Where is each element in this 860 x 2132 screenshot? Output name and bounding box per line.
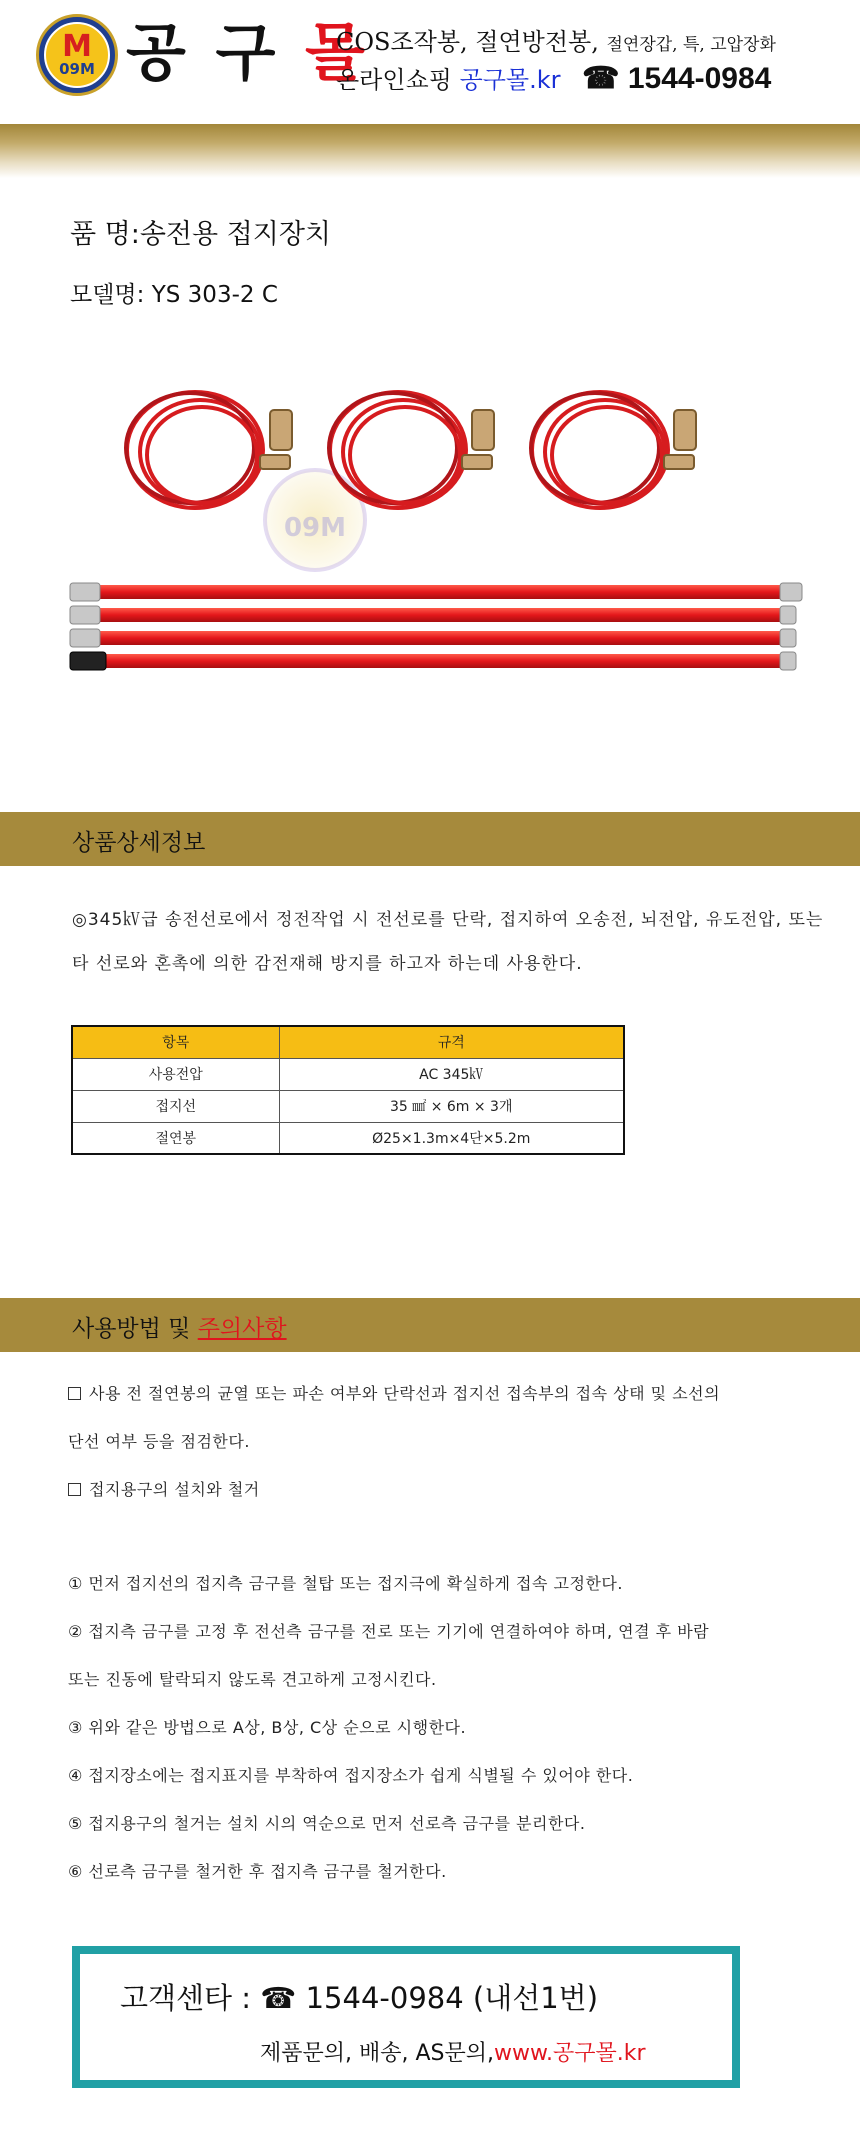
- tagline-main: COS조작봉, 절연방전봉,: [336, 28, 607, 56]
- table-cell: 사용전압: [72, 1058, 279, 1090]
- table-cell: Ø25×1.3m×4단×5.2m: [279, 1122, 624, 1154]
- list-item: ② 접지측 금구를 고정 후 전선측 금구를 전로 또는 기기에 연결하여야 하며, 연결 후 바람: [68, 1622, 710, 1641]
- list-item: [68, 1466, 838, 1514]
- detail-description: ◎345㎸급 송전선로에서 정전작업 시 전선로를 단락, 접지하여 오송전, 뇌전압, 유도전압, 또는 타 선로와 혼촉에 의한 감전재해 방지를 하고자 하는데 사용한다.: [72, 910, 824, 974]
- usage-title-warning: 주의사항: [197, 1316, 287, 1342]
- header-gold-band: [0, 124, 860, 178]
- svg-text:09M: 09M: [283, 513, 347, 543]
- list-item-text: 단선 여부 등을 점검한다.: [68, 1432, 250, 1451]
- contact-line: [336, 60, 771, 96]
- list-item-text: 접지용구의 설치와 철거: [89, 1480, 260, 1499]
- table-header-item: 항목: [72, 1026, 279, 1058]
- list-item: ① 먼저 접지선의 접지측 금구를 철탑 또는 접지극에 확실하게 접속 고정한다.: [68, 1574, 623, 1593]
- usage-section-bar: [0, 1298, 860, 1352]
- brand-name[interactable]: [126, 16, 369, 90]
- detail-section-title: 상품상세정보: [72, 830, 206, 856]
- list-item: [68, 1370, 838, 1418]
- logo-badge-icon: [44, 22, 110, 88]
- list-item: ⑥ 선로측 금구를 철거한 후 접지측 금구를 철거한다.: [68, 1862, 447, 1881]
- phone-number: ☎ 1544-0984: [582, 62, 772, 95]
- spec-table: [71, 1025, 625, 1155]
- table-header-row: [72, 1026, 624, 1058]
- logo-m-icon: M: [62, 29, 92, 64]
- logo-text: 09M: [59, 60, 95, 78]
- insulating-poles: [70, 583, 802, 670]
- list-item: ③ 위와 같은 방법으로 A상, B상, C상 순으로 시행한다.: [68, 1718, 467, 1737]
- customer-center-box: [72, 1946, 740, 2088]
- shop-url-link[interactable]: 공구몰.kr: [459, 66, 561, 94]
- customer-center-inquiry: 제품문의, 배송, AS문의,: [260, 2041, 494, 2066]
- table-row: [72, 1058, 624, 1090]
- checkbox-square-icon: [68, 1483, 81, 1496]
- tagline: [336, 22, 776, 57]
- grounding-device-image: [60, 380, 810, 710]
- table-cell: 절연봉: [72, 1122, 279, 1154]
- list-item: [68, 1418, 838, 1466]
- list-item: ⑤ 접지용구의 철거는 설치 시의 역순으로 먼저 선로측 금구를 분리한다.: [68, 1814, 586, 1833]
- product-name: 품 명:송전용 접지장치: [70, 219, 331, 250]
- brand-prefix: 공 구: [126, 16, 305, 89]
- model-name: 모델명: YS 303-2 C: [70, 282, 278, 308]
- shop-label: 온라인쇼핑: [336, 66, 460, 94]
- table-cell: AC 345㎸: [279, 1058, 624, 1090]
- usage-steps: [68, 1560, 838, 1896]
- usage-check-list: [68, 1370, 838, 1514]
- brand-logo[interactable]: [36, 14, 118, 96]
- customer-center-url-link[interactable]: www.공구몰.kr: [494, 2041, 646, 2066]
- table-row: [72, 1090, 624, 1122]
- clamp-icon: [260, 410, 696, 469]
- customer-center-info: [260, 2036, 646, 2067]
- list-item-text: 사용 전 절연봉의 균열 또는 파손 여부와 단락선과 접지선 접속부의 접속 상태 및 소선의: [89, 1384, 721, 1403]
- cable-coil-icon: [126, 392, 668, 508]
- table-cell: 35 ㎟ × 6m × 3개: [279, 1090, 624, 1122]
- tagline-small: 절연장갑, 특, 고압장화: [606, 35, 776, 55]
- usage-title-plain: 사용방법 및: [72, 1316, 198, 1342]
- checkbox-square-icon: [68, 1387, 81, 1400]
- table-header-spec: 규격: [279, 1026, 624, 1058]
- header: [0, 0, 860, 120]
- table-row: [72, 1122, 624, 1154]
- usage-section-title: [72, 1310, 287, 1343]
- brand-highlight: 몰: [304, 16, 369, 89]
- list-item: 또는 진동에 탈락되지 않도록 견고하게 고정시킨다.: [68, 1670, 437, 1689]
- table-cell: 접지선: [72, 1090, 279, 1122]
- customer-center-phone: 고객센타 : ☎ 1544-0984 (내선1번): [120, 1981, 599, 2015]
- list-item: ④ 접지장소에는 접지표지를 부착하여 접지장소가 쉽게 식별될 수 있어야 한다.: [68, 1766, 634, 1785]
- detail-section-bar: [0, 812, 860, 866]
